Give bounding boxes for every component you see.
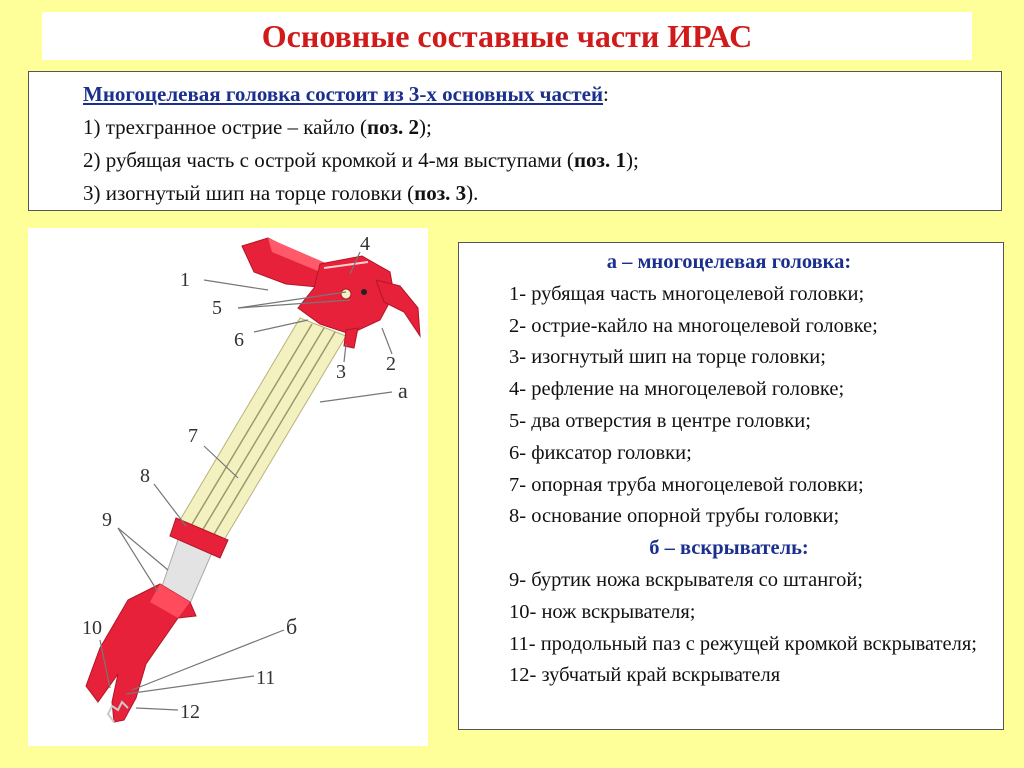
legend-item: 6- фиксатор головки; xyxy=(509,441,692,464)
intro-line-end: ); xyxy=(625,148,639,172)
figure-label: 9 xyxy=(102,509,112,531)
legend-item: 3- изогнутый шип на торце головки; xyxy=(509,346,826,369)
legend-item: 2- острие-кайло на многоцелевой головке; xyxy=(509,314,878,337)
figure-label: б xyxy=(286,614,298,639)
intro-line-end: ). xyxy=(466,181,479,205)
title-banner xyxy=(42,12,972,60)
intro-line-pos: поз. 2 xyxy=(366,115,420,139)
intro-heading-line xyxy=(83,78,1001,111)
intro-line-3 xyxy=(83,177,1001,210)
support-tube xyxy=(180,318,346,540)
figure-label: 12 xyxy=(180,701,200,723)
intro-heading: Многоцелевая головка состоит из 3-х основных частей xyxy=(83,82,604,106)
tool-illustration xyxy=(28,228,428,746)
intro-line-1 xyxy=(83,111,1001,144)
intro-line-text: 1) трехгранное острие – кайло ( xyxy=(83,115,367,139)
legend-item: 5- два отверстия в центре головки; xyxy=(509,409,811,432)
figure-label: 5 xyxy=(212,297,222,319)
intro-line-end: ); xyxy=(419,115,432,139)
legend-section-a: а – многоцелевая головка: xyxy=(606,251,852,273)
legend-item: 12- зубчатый край вскрывателя xyxy=(509,664,781,687)
figure-label: 4 xyxy=(360,233,370,255)
legend-item: 8- основание опорной трубы головки; xyxy=(509,505,840,528)
figure-label: 1 xyxy=(180,269,190,291)
legend-box xyxy=(458,242,1004,730)
figure-label: 10 xyxy=(82,617,102,639)
figure-label: 8 xyxy=(140,465,150,487)
legend-section-b: б – вскрыватель: xyxy=(649,537,809,560)
intro-heading-suffix: : xyxy=(603,82,609,106)
figure-label: 7 xyxy=(188,425,198,447)
intro-line-2 xyxy=(83,144,1001,177)
figure-label: 3 xyxy=(336,361,346,383)
tool-illustration-panel xyxy=(28,228,428,746)
legend-item: 1- рубящая часть многоцелевой головки; xyxy=(509,282,865,305)
intro-line-pos: поз. 3 xyxy=(414,181,467,205)
figure-label: 2 xyxy=(386,353,396,375)
intro-line-text: 3) изогнутый шип на торце головки ( xyxy=(83,181,415,205)
intro-line-pos: поз. 1 xyxy=(573,148,626,172)
intro-line-text: 2) рубящая часть с острой кромкой и 4-мя выступами ( xyxy=(83,148,574,172)
legend-item: 4- рефление на многоцелевой головке; xyxy=(509,378,845,401)
legend-item: 9- буртик ножа вскрывателя со штангой; xyxy=(509,568,864,591)
figure-label: 11 xyxy=(256,667,276,689)
legend-item: 11- продольный паз с режущей кромкой вскрывателя; xyxy=(509,632,977,655)
figure-label: а xyxy=(398,378,408,403)
page-title: Основные составные части ИРАС xyxy=(261,17,753,54)
legend-item: 10- нож вскрывателя; xyxy=(509,600,696,623)
intro-box xyxy=(28,71,1002,211)
legend-item: 7- опорная труба многоцелевой головки; xyxy=(509,473,864,496)
figure-label: 6 xyxy=(234,329,244,351)
